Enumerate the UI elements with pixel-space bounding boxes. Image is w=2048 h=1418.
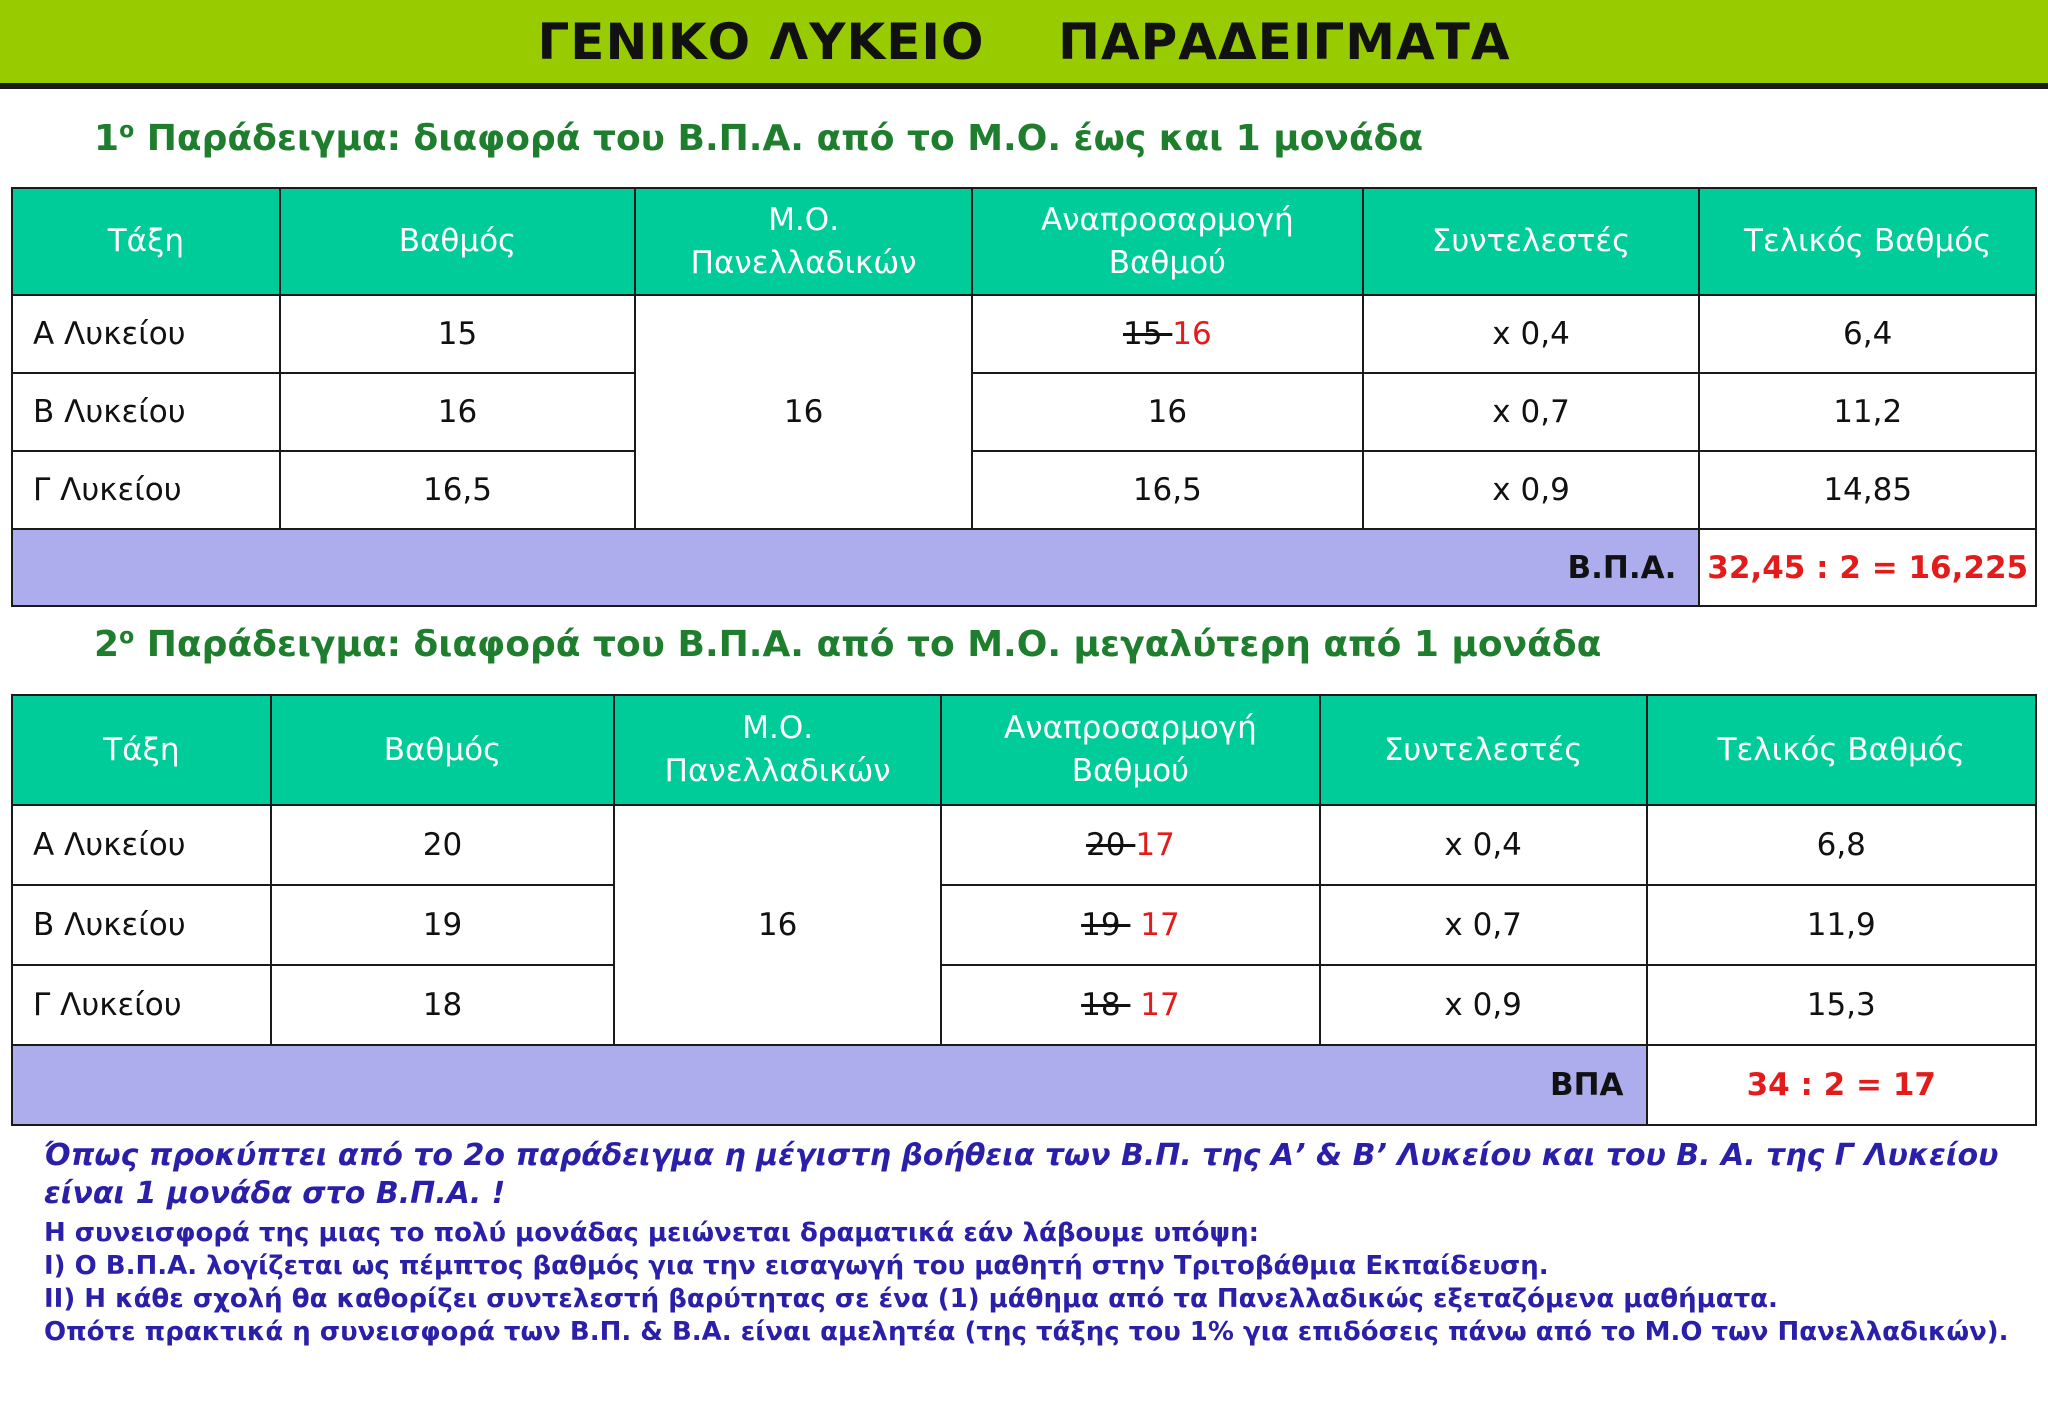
col-header-average: Μ.Ο. Πανελλαδικών (635, 188, 972, 295)
adjustment-cell: 16,5 (972, 451, 1363, 529)
example1-title (94, 118, 1423, 159)
example1-number: 1 (94, 118, 120, 159)
grade-cell: 18 (271, 965, 615, 1045)
col-header-grade: Βαθμός (271, 695, 615, 805)
page-title: ΓΕΝΙΚΟ ΛΥΚΕΙΟ ΠΑΡΑΔΕΙΓΜΑΤΑ (537, 12, 1511, 71)
class-cell: Γ Λυκείου (12, 451, 280, 529)
grade-cell: 15 (280, 295, 636, 373)
col-header-coefficients: Συντελεστές (1320, 695, 1647, 805)
class-cell: Γ Λυκείου (12, 965, 271, 1045)
final-cell: 14,85 (1699, 451, 2036, 529)
notes-block (44, 1137, 2034, 1349)
class-cell: Α Λυκείου (12, 295, 280, 373)
average-cell: 16 (614, 805, 941, 1045)
col-header-grade: Βαθμός (280, 188, 636, 295)
table-row (12, 885, 2036, 965)
note-point-2: ΙΙ) Η κάθε σχολή θα καθορίζει συντελεστή βαρύτητας σε ένα (1) μάθημα από τα Πανελλαδικώς εξεταζόμενα μαθήματα. (44, 1284, 1778, 1314)
adjustment-cell (972, 295, 1363, 373)
coefficient-cell: x 0,9 (1363, 451, 1700, 529)
col-header-average: Μ.Ο. Πανελλαδικών (614, 695, 941, 805)
col-header-coefficients: Συντελεστές (1363, 188, 1700, 295)
col-header-class: Τάξη (12, 188, 280, 295)
table-header-row (12, 188, 2036, 295)
adjustment-cell (941, 965, 1320, 1045)
class-cell: Β Λυκείου (12, 373, 280, 451)
coefficient-cell: x 0,7 (1320, 885, 1647, 965)
table-row (12, 295, 2036, 373)
final-cell: 11,9 (1647, 885, 2036, 965)
page-header (0, 0, 2048, 89)
example1-ordinal: ο (119, 118, 135, 143)
old-grade: 18 (1081, 987, 1131, 1023)
coefficient-cell: x 0,4 (1320, 805, 1647, 885)
final-cell: 6,8 (1647, 805, 2036, 885)
note-point-1: Ι) Ο Β.Π.Α. λογίζεται ως πέμπτος βαθμός για την εισαγωγή του μαθητή στην Τριτοβάθμια Εκπαίδευση. (44, 1251, 1549, 1281)
col-header-final: Τελικός Βαθμός (1699, 188, 2036, 295)
conclusion-text: Όπως προκύπτει από το 2ο παράδειγμα η μέγιστη βοήθεια των Β.Π. της Α’ & Β’ Λυκείου και του Β. Α. της Γ Λυκείου είναι 1 μονάδα στο Β.Π.Α. ! (44, 1138, 1999, 1211)
example1-heading: Παράδειγμα: διαφορά του Β.Π.Α. από το Μ.Ο. έως και 1 μονάδα (134, 118, 1424, 159)
total-label: ΒΠΑ (12, 1045, 1647, 1125)
col-header-adjustment: Αναπροσαρμογή Βαθμού (972, 188, 1363, 295)
final-cell: 15,3 (1647, 965, 2036, 1045)
example2-title (94, 624, 1601, 665)
total-row (12, 529, 2036, 606)
example2-ordinal: ο (119, 624, 135, 649)
coefficient-cell: x 0,9 (1320, 965, 1647, 1045)
table-row (12, 373, 2036, 451)
total-value: 32,45 : 2 = 16,225 (1699, 529, 2036, 606)
example1-table (11, 187, 2037, 607)
note-intro: Η συνεισφορά της μιας το πολύ μονάδας μειώνεται δραματικά εάν λάβουμε υπόψη: (44, 1218, 1260, 1248)
table-header-row (12, 695, 2036, 805)
grade-cell: 16 (280, 373, 636, 451)
average-cell: 16 (635, 295, 972, 529)
adjustment-cell (941, 885, 1320, 965)
example2-number: 2 (94, 624, 120, 665)
new-grade: 17 (1135, 827, 1175, 863)
final-cell: 6,4 (1699, 295, 2036, 373)
total-label: Β.Π.Α. (12, 529, 1699, 606)
coefficient-cell: x 0,4 (1363, 295, 1700, 373)
old-grade: 20 (1086, 827, 1136, 863)
table-row (12, 965, 2036, 1045)
note-conclusion: Οπότε πρακτικά η συνεισφορά των Β.Π. & Β.Α. είναι αμελητέα (της τάξης του 1% για επιδόσεις πάνω από το Μ.Ο των Πανελλαδικών). (44, 1317, 2009, 1347)
table-row (12, 805, 2036, 885)
total-value: 34 : 2 = 17 (1647, 1045, 2036, 1125)
col-header-final: Τελικός Βαθμός (1647, 695, 2036, 805)
example2-table (11, 694, 2037, 1126)
col-header-class: Τάξη (12, 695, 271, 805)
new-grade: 17 (1130, 987, 1180, 1023)
old-grade: 19 (1081, 907, 1131, 943)
new-grade: 16 (1172, 316, 1212, 352)
class-cell: Β Λυκείου (12, 885, 271, 965)
example2-heading: Παράδειγμα: διαφορά του Β.Π.Α. από το Μ.Ο. μεγαλύτερη από 1 μονάδα (134, 624, 1602, 665)
adjustment-cell: 16 (972, 373, 1363, 451)
table-row (12, 451, 2036, 529)
adjustment-cell (941, 805, 1320, 885)
final-cell: 11,2 (1699, 373, 2036, 451)
coefficient-cell: x 0,7 (1363, 373, 1700, 451)
class-cell: Α Λυκείου (12, 805, 271, 885)
grade-cell: 16,5 (280, 451, 636, 529)
col-header-adjustment: Αναπροσαρμογή Βαθμού (941, 695, 1320, 805)
grade-cell: 19 (271, 885, 615, 965)
new-grade: 17 (1130, 907, 1180, 943)
grade-cell: 20 (271, 805, 615, 885)
total-row (12, 1045, 2036, 1125)
old-grade: 15 (1122, 316, 1173, 352)
